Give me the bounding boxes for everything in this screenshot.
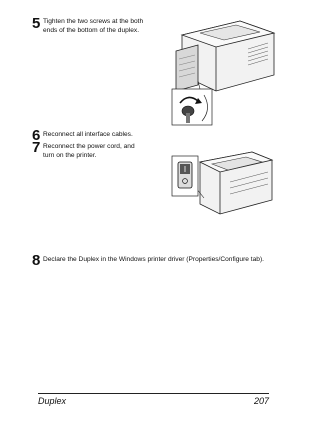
footer-section-title: Duplex xyxy=(38,396,67,406)
footer-page-number: 207 xyxy=(253,396,269,406)
step-8-number: 8 xyxy=(32,252,41,269)
step-6-text: Reconnect all interface cables. xyxy=(43,131,133,138)
step-5-text: Tighten the two screws at the both ends of the bottom of the duplex. xyxy=(43,18,144,34)
step-7-text: Reconnect the power cord, and turn on the printer. xyxy=(43,143,135,159)
step-7-number: 7 xyxy=(32,139,41,156)
footer-divider xyxy=(38,393,269,394)
step-5-number: 5 xyxy=(32,15,41,32)
step-6-number: 6 xyxy=(32,127,41,144)
duplex-screw-illustration xyxy=(170,15,276,127)
step-8-text: Declare the Duplex in the Windows printer driver (Properties/Configure tab). xyxy=(43,256,264,263)
power-switch-illustration xyxy=(170,148,274,220)
